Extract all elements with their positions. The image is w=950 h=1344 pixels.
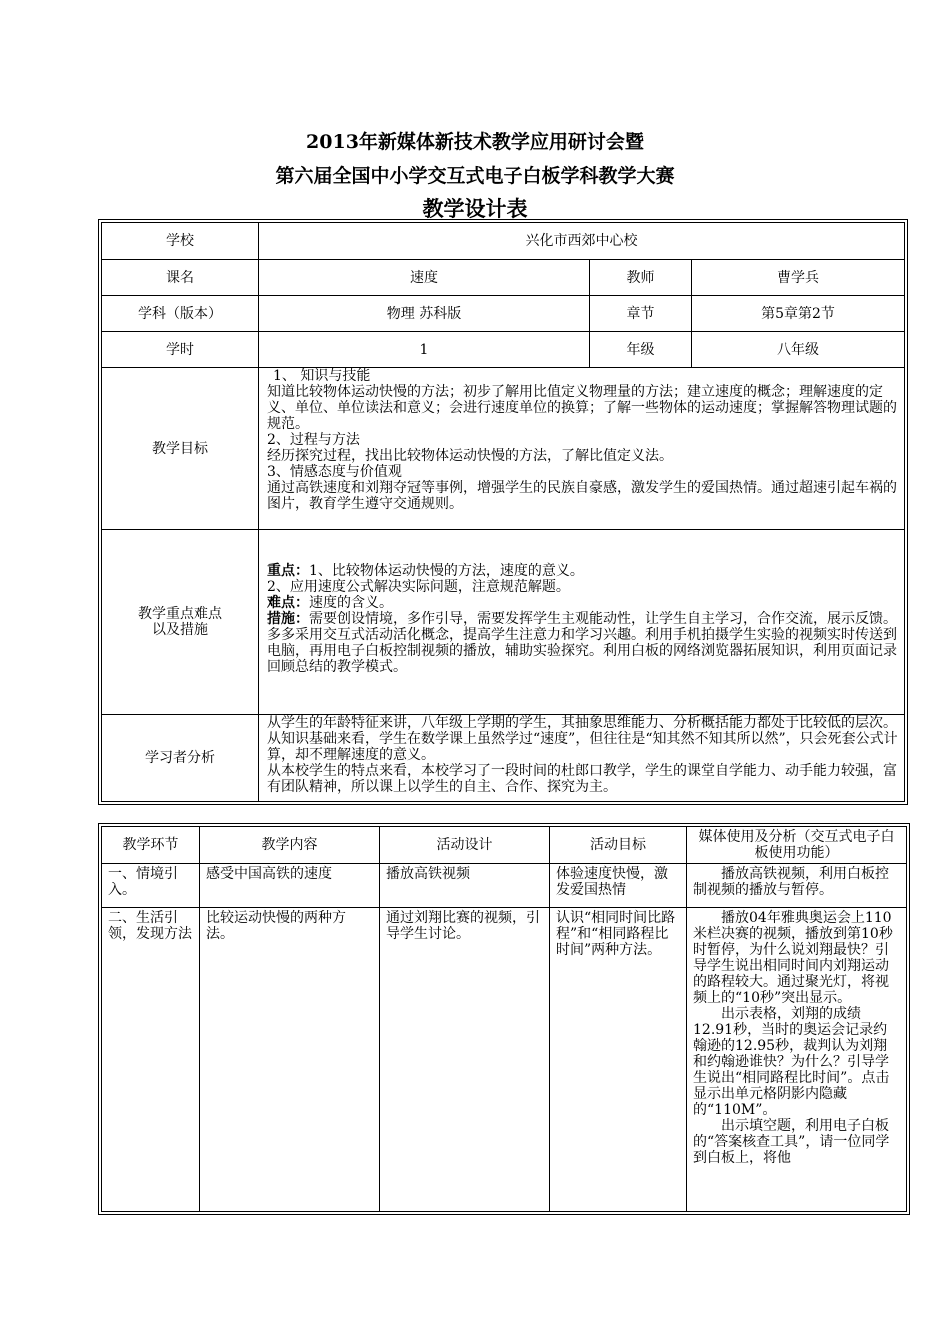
- learners-content: [259, 715, 905, 802]
- school-label: 学校: [102, 223, 259, 260]
- design-cell: 播放高铁视频: [380, 864, 550, 908]
- learners-paragraph: 从学生的年龄特征来讲，八年级上学期的学生，其抽象思维能力、分析概括能力都处于比较低的层次。从知识基础来看，学生在数学课上虽然学过“速度”，但往往是“知其然不知其所以然”，只会死套公式计算，却不理解速度的意义。: [267, 715, 898, 763]
- column-header: 教学环节: [102, 827, 200, 864]
- table-row: [102, 908, 907, 1212]
- school-value: 兴化市西郊中心校: [259, 223, 905, 260]
- goals-line: 经历探究过程，找出比较物体运动快慢的方法，了解比值定义法。: [267, 448, 673, 464]
- column-header: 教学内容: [200, 827, 380, 864]
- goals-line: 2、过程与方法: [267, 432, 360, 448]
- teacher-label: 教师: [590, 260, 692, 296]
- column-header: 媒体使用及分析（交互式电子白板使用功能）: [687, 827, 907, 864]
- goals-line: 知道比较物体运动快慢的方法；初步了解用比值定义物理量的方法；建立速度的概念；理解速度的定义、单位、单位读法和意义；会进行速度单位的换算；了解一些物体的运动速度；掌握解答物理试题的规范。: [267, 384, 897, 432]
- table-row: [102, 530, 905, 715]
- content-cell: 比较运动快慢的两种方法。: [200, 908, 380, 1212]
- stage-cell: 二、生活引领，发现方法: [102, 908, 200, 1212]
- learners-label: 学习者分析: [102, 715, 259, 802]
- keypoints-label-line: 教学重点难点: [138, 606, 222, 622]
- key-title: 重点：: [267, 563, 309, 579]
- grade-label: 年级: [590, 332, 692, 368]
- table-row: [102, 864, 907, 908]
- measure-text: 需要创设情境，多作引导，需要发挥学生主观能动性，让学生自主学习，合作交流，展示反馈。多多采用交互式活动活化概念，提高学生注意力和学习兴趣。利用手机拍摄学生实验的视频实时传送到电脑，再用电子白板控制视频的播放，辅助实验探究。利用白板的网络浏览器拓展知识，利用页面记录回顾总结的教学模式。: [267, 611, 897, 675]
- key-text: 1、比较物体运动快慢的方法，速度的意义。: [309, 563, 584, 579]
- hard-point-line: [267, 595, 898, 611]
- teaching-process-table: [101, 826, 907, 1212]
- media-cell: [687, 908, 907, 1212]
- media-paragraph: 播放高铁视频，利用白板控制视频的播放与暂停。: [693, 866, 889, 898]
- table-row: [102, 332, 905, 368]
- content-cell: 感受中国高铁的速度: [200, 864, 380, 908]
- design-info-table: [101, 222, 905, 802]
- course-value: 速度: [259, 260, 590, 296]
- measure-line: [267, 611, 898, 675]
- header-line-1: 2013年新媒体新技术教学应用研讨会暨: [306, 131, 644, 153]
- column-header: 活动目标: [550, 827, 687, 864]
- design-cell: 通过刘翔比赛的视频，引导学生讨论。: [380, 908, 550, 1212]
- goals-line: 通过高铁速度和刘翔夺冠等事例，增强学生的民族自豪感，激发学生的爱国热情。通过超速引起车祸的图片，教育学生遵守交通规则。: [267, 480, 897, 512]
- keypoints-content: [259, 530, 905, 715]
- goals-line: 1、 知识与技能: [273, 368, 371, 384]
- goals-line: 3、情感态度与价值观: [267, 464, 402, 480]
- column-header: 活动设计: [380, 827, 550, 864]
- media-paragraph: 出示填空题，利用电子白板的“答案核查工具”，请一位同学到白板上，将他: [693, 1118, 890, 1166]
- table-row: [102, 715, 905, 802]
- media-paragraph: 出示表格，刘翔的成绩12.91秒，当时的奥运会记录约翰逊的12.95秒，裁判认为刘翔和约翰逊谁快？为什么？引导学生说出“相同路程比时间”。点击显示出单元格阴影内隐藏的“110M”。: [693, 1006, 890, 1118]
- subject-value: 物理 苏科版: [259, 296, 590, 332]
- table-header-row: [102, 827, 907, 864]
- learners-paragraph: 从本校学生的特点来看，本校学习了一段时间的杜郎口教学，学生的课堂自学能力、动手能力较强，富有团队精神，所以课上以学生的自主、合作、探究为主。: [267, 763, 897, 795]
- table-row: [102, 368, 905, 530]
- hours-value: 1: [259, 332, 590, 368]
- chapter-value: 第5章第2节: [692, 296, 905, 332]
- goals-content: [259, 368, 905, 530]
- teacher-value: 曹学兵: [692, 260, 905, 296]
- grade-value: 八年级: [692, 332, 905, 368]
- hard-text: 速度的含义。: [309, 595, 393, 611]
- goal-cell: 体验速度快慢，激发爱国热情: [550, 864, 687, 908]
- keypoints-label: [102, 530, 259, 715]
- table-row: [102, 296, 905, 332]
- course-label: 课名: [102, 260, 259, 296]
- header-title: 教学设计表: [422, 196, 528, 221]
- table-row: [102, 260, 905, 296]
- key-point-line: 2、应用速度公式解决实际问题，注意规范解题。: [267, 579, 570, 595]
- stage-cell: 一、情境引入。: [102, 864, 200, 908]
- hours-label: 学时: [102, 332, 259, 368]
- media-paragraph: 播放04年雅典奥运会上110米栏决赛的视频，播放到第10秒时暂停，为什么说刘翔最快？引导学生说出相同时间内刘翔运动的路程较大。通过聚光灯，将视频上的“10秒”突出显示。: [693, 910, 893, 1006]
- header-line-2: 第六届全国中小学交互式电子白板学科教学大赛: [275, 165, 675, 187]
- key-point-line: [267, 563, 898, 579]
- keypoints-label-line: 以及措施: [152, 622, 208, 638]
- hard-title: 难点：: [267, 595, 309, 611]
- media-cell: [687, 864, 907, 908]
- goals-label: 教学目标: [102, 368, 259, 530]
- goal-cell: 认识“相同时间比路程”和“相同路程比时间”两种方法。: [550, 908, 687, 1212]
- measure-title: 措施：: [267, 611, 309, 627]
- table-row: [102, 223, 905, 260]
- subject-label: 学科（版本）: [102, 296, 259, 332]
- chapter-label: 章节: [590, 296, 692, 332]
